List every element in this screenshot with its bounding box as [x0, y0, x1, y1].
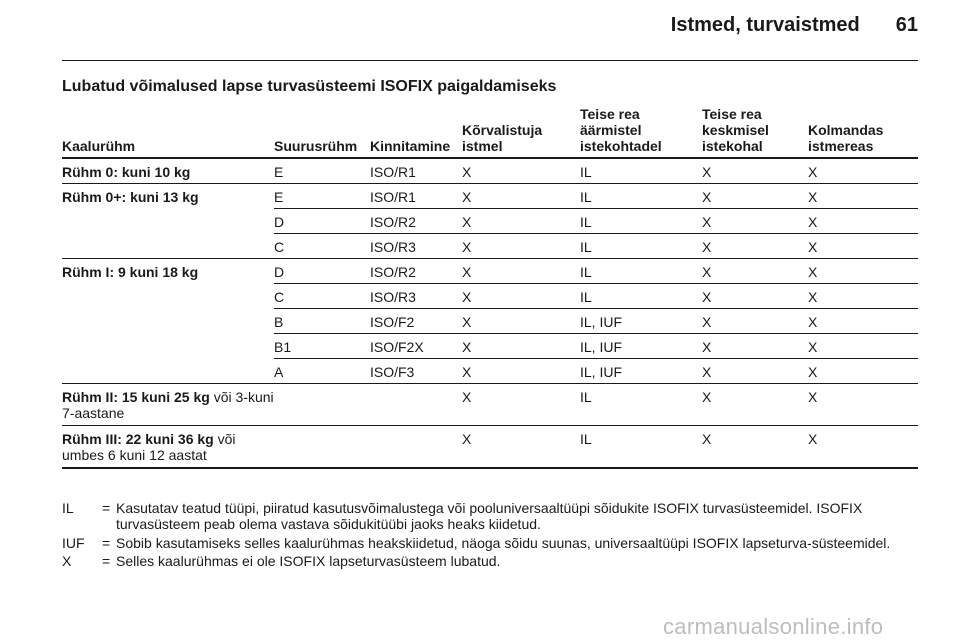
table-row: [62, 184, 918, 209]
legend-text: Kasutatav teatud tüüpi, piiratud kasutusvõimalustega või pooluniversaaltüüpi sõidukite ISOFIX turvasüsteemidel. ISOFIX turvasüsteem peab olema vastava sõidukitüübi jaoks heaks kiidetud.: [116, 500, 863, 533]
weight-group: Rühm 0: kuni 10 kg: [62, 158, 274, 184]
table-cell: IL: [580, 234, 702, 259]
page-number: 61: [895, 14, 918, 36]
table-cell: X: [462, 384, 580, 426]
table-cell: X: [702, 309, 808, 334]
col-header: Kinnitamine: [370, 106, 462, 158]
table-cell: X: [462, 426, 580, 469]
table-row: [62, 158, 918, 184]
table-cell: X: [808, 284, 918, 309]
table-cell: X: [702, 259, 808, 284]
table-cell: IL: [580, 426, 702, 469]
header-title: Istmed, turvaistmed: [670, 14, 860, 36]
table-cell: X: [702, 426, 808, 469]
table-cell: X: [462, 259, 580, 284]
table-cell: X: [462, 184, 580, 209]
table-cell: X: [462, 334, 580, 359]
table-cell: ISO/R2: [370, 209, 462, 234]
table-cell: A: [274, 359, 370, 384]
table-cell: X: [808, 359, 918, 384]
table-cell: X: [462, 284, 580, 309]
table-header-row: [62, 106, 918, 158]
table-cell: X: [808, 184, 918, 209]
table-cell: D: [274, 209, 370, 234]
table-cell: X: [808, 158, 918, 184]
weight-group: Rühm I: 9 kuni 18 kg: [62, 259, 274, 384]
table-cell: X: [702, 334, 808, 359]
table-cell: X: [702, 184, 808, 209]
table-row: [62, 259, 918, 284]
col-header: Teise rea keskmisel istekohal: [702, 106, 808, 158]
col-header: Kolmandas istmereas: [808, 106, 918, 158]
table-cell: B: [274, 309, 370, 334]
legend-equals: =: [102, 553, 111, 570]
legend-key: IL: [62, 500, 74, 516]
table-cell: X: [808, 309, 918, 334]
table-cell: [274, 384, 370, 426]
table-cell: IL: [580, 384, 702, 426]
table-cell: X: [702, 158, 808, 184]
weight-group-note: või 3-kuni 7-aastane: [62, 389, 274, 421]
table-cell: ISO/F3: [370, 359, 462, 384]
table-cell: X: [702, 234, 808, 259]
table-cell: B1: [274, 334, 370, 359]
table-cell: [370, 426, 462, 469]
legend-text: Sobib kasutamiseks selles kaalurühmas heakskiidetud, näoga sõidu suunas, universaaltüüpi ISOFIX lapseturva-süsteemidel.: [116, 534, 891, 551]
table-cell: IL: [580, 158, 702, 184]
table-cell: IL, IUF: [580, 309, 702, 334]
table-cell: X: [808, 426, 918, 469]
weight-group-bold: Rühm II: 15 kuni 25 kg: [62, 389, 210, 405]
section-title: Lubatud võimalused lapse turvasüsteemi ISOFIX paigaldamiseks: [62, 78, 557, 95]
table-cell: C: [274, 234, 370, 259]
table-cell: X: [702, 284, 808, 309]
table-cell: X: [808, 384, 918, 426]
table-cell: E: [274, 158, 370, 184]
table-cell: IL: [580, 209, 702, 234]
table-cell: X: [808, 234, 918, 259]
table-cell: IL: [580, 184, 702, 209]
weight-group: Rühm 0+: kuni 13 kg: [62, 184, 274, 259]
page-header: [0, 14, 918, 37]
legend-text: Selles kaalurühmas ei ole ISOFIX lapseturvasüsteem lubatud.: [116, 553, 501, 570]
table-cell: ISO/R3: [370, 234, 462, 259]
table-cell: X: [462, 309, 580, 334]
table-cell: IL: [580, 284, 702, 309]
table-row: [62, 384, 918, 426]
table-cell: X: [808, 334, 918, 359]
table-cell: C: [274, 284, 370, 309]
weight-group-note: või umbes 6 kuni 12 aastat: [62, 431, 236, 463]
table-cell: X: [462, 209, 580, 234]
table-cell: [370, 384, 462, 426]
table-cell: X: [702, 209, 808, 234]
table-cell: [274, 426, 370, 469]
table-cell: D: [274, 259, 370, 284]
table-cell: ISO/R1: [370, 158, 462, 184]
table-cell: ISO/R2: [370, 259, 462, 284]
legend-item: [62, 553, 918, 569]
table-cell: X: [462, 234, 580, 259]
table-cell: X: [462, 158, 580, 184]
weight-group: [62, 384, 274, 426]
table-cell: IL, IUF: [580, 334, 702, 359]
table-cell: X: [702, 384, 808, 426]
isofix-table: [62, 106, 918, 469]
col-header: Kaalurühm: [62, 106, 274, 158]
legend-item: [62, 500, 918, 533]
table-cell: ISO/R1: [370, 184, 462, 209]
legend-item: [62, 535, 918, 551]
legend-equals: =: [102, 500, 111, 516]
table-row: [62, 426, 918, 469]
table-cell: ISO/F2: [370, 309, 462, 334]
legend-equals: =: [102, 534, 111, 551]
col-header: Teise rea äärmistel istekohtadel: [580, 106, 702, 158]
watermark: carmanualsonline.info: [663, 614, 884, 639]
table-cell: X: [702, 359, 808, 384]
table-cell: ISO/F2X: [370, 334, 462, 359]
col-header: Suurusrühm: [274, 106, 370, 158]
weight-group: [62, 426, 274, 469]
table-cell: IL, IUF: [580, 359, 702, 384]
weight-group-bold: Rühm III: 22 kuni 36 kg: [62, 431, 214, 447]
table-cell: X: [808, 209, 918, 234]
table-cell: X: [462, 359, 580, 384]
header-divider: [62, 60, 918, 61]
col-header: Kõrvalistuja istmel: [462, 106, 580, 158]
legend-key: IUF: [62, 534, 85, 551]
table-cell: E: [274, 184, 370, 209]
table-cell: ISO/R3: [370, 284, 462, 309]
table-cell: IL: [580, 259, 702, 284]
table-cell: X: [808, 259, 918, 284]
legend-key: X: [62, 553, 72, 570]
legend: [62, 500, 918, 572]
